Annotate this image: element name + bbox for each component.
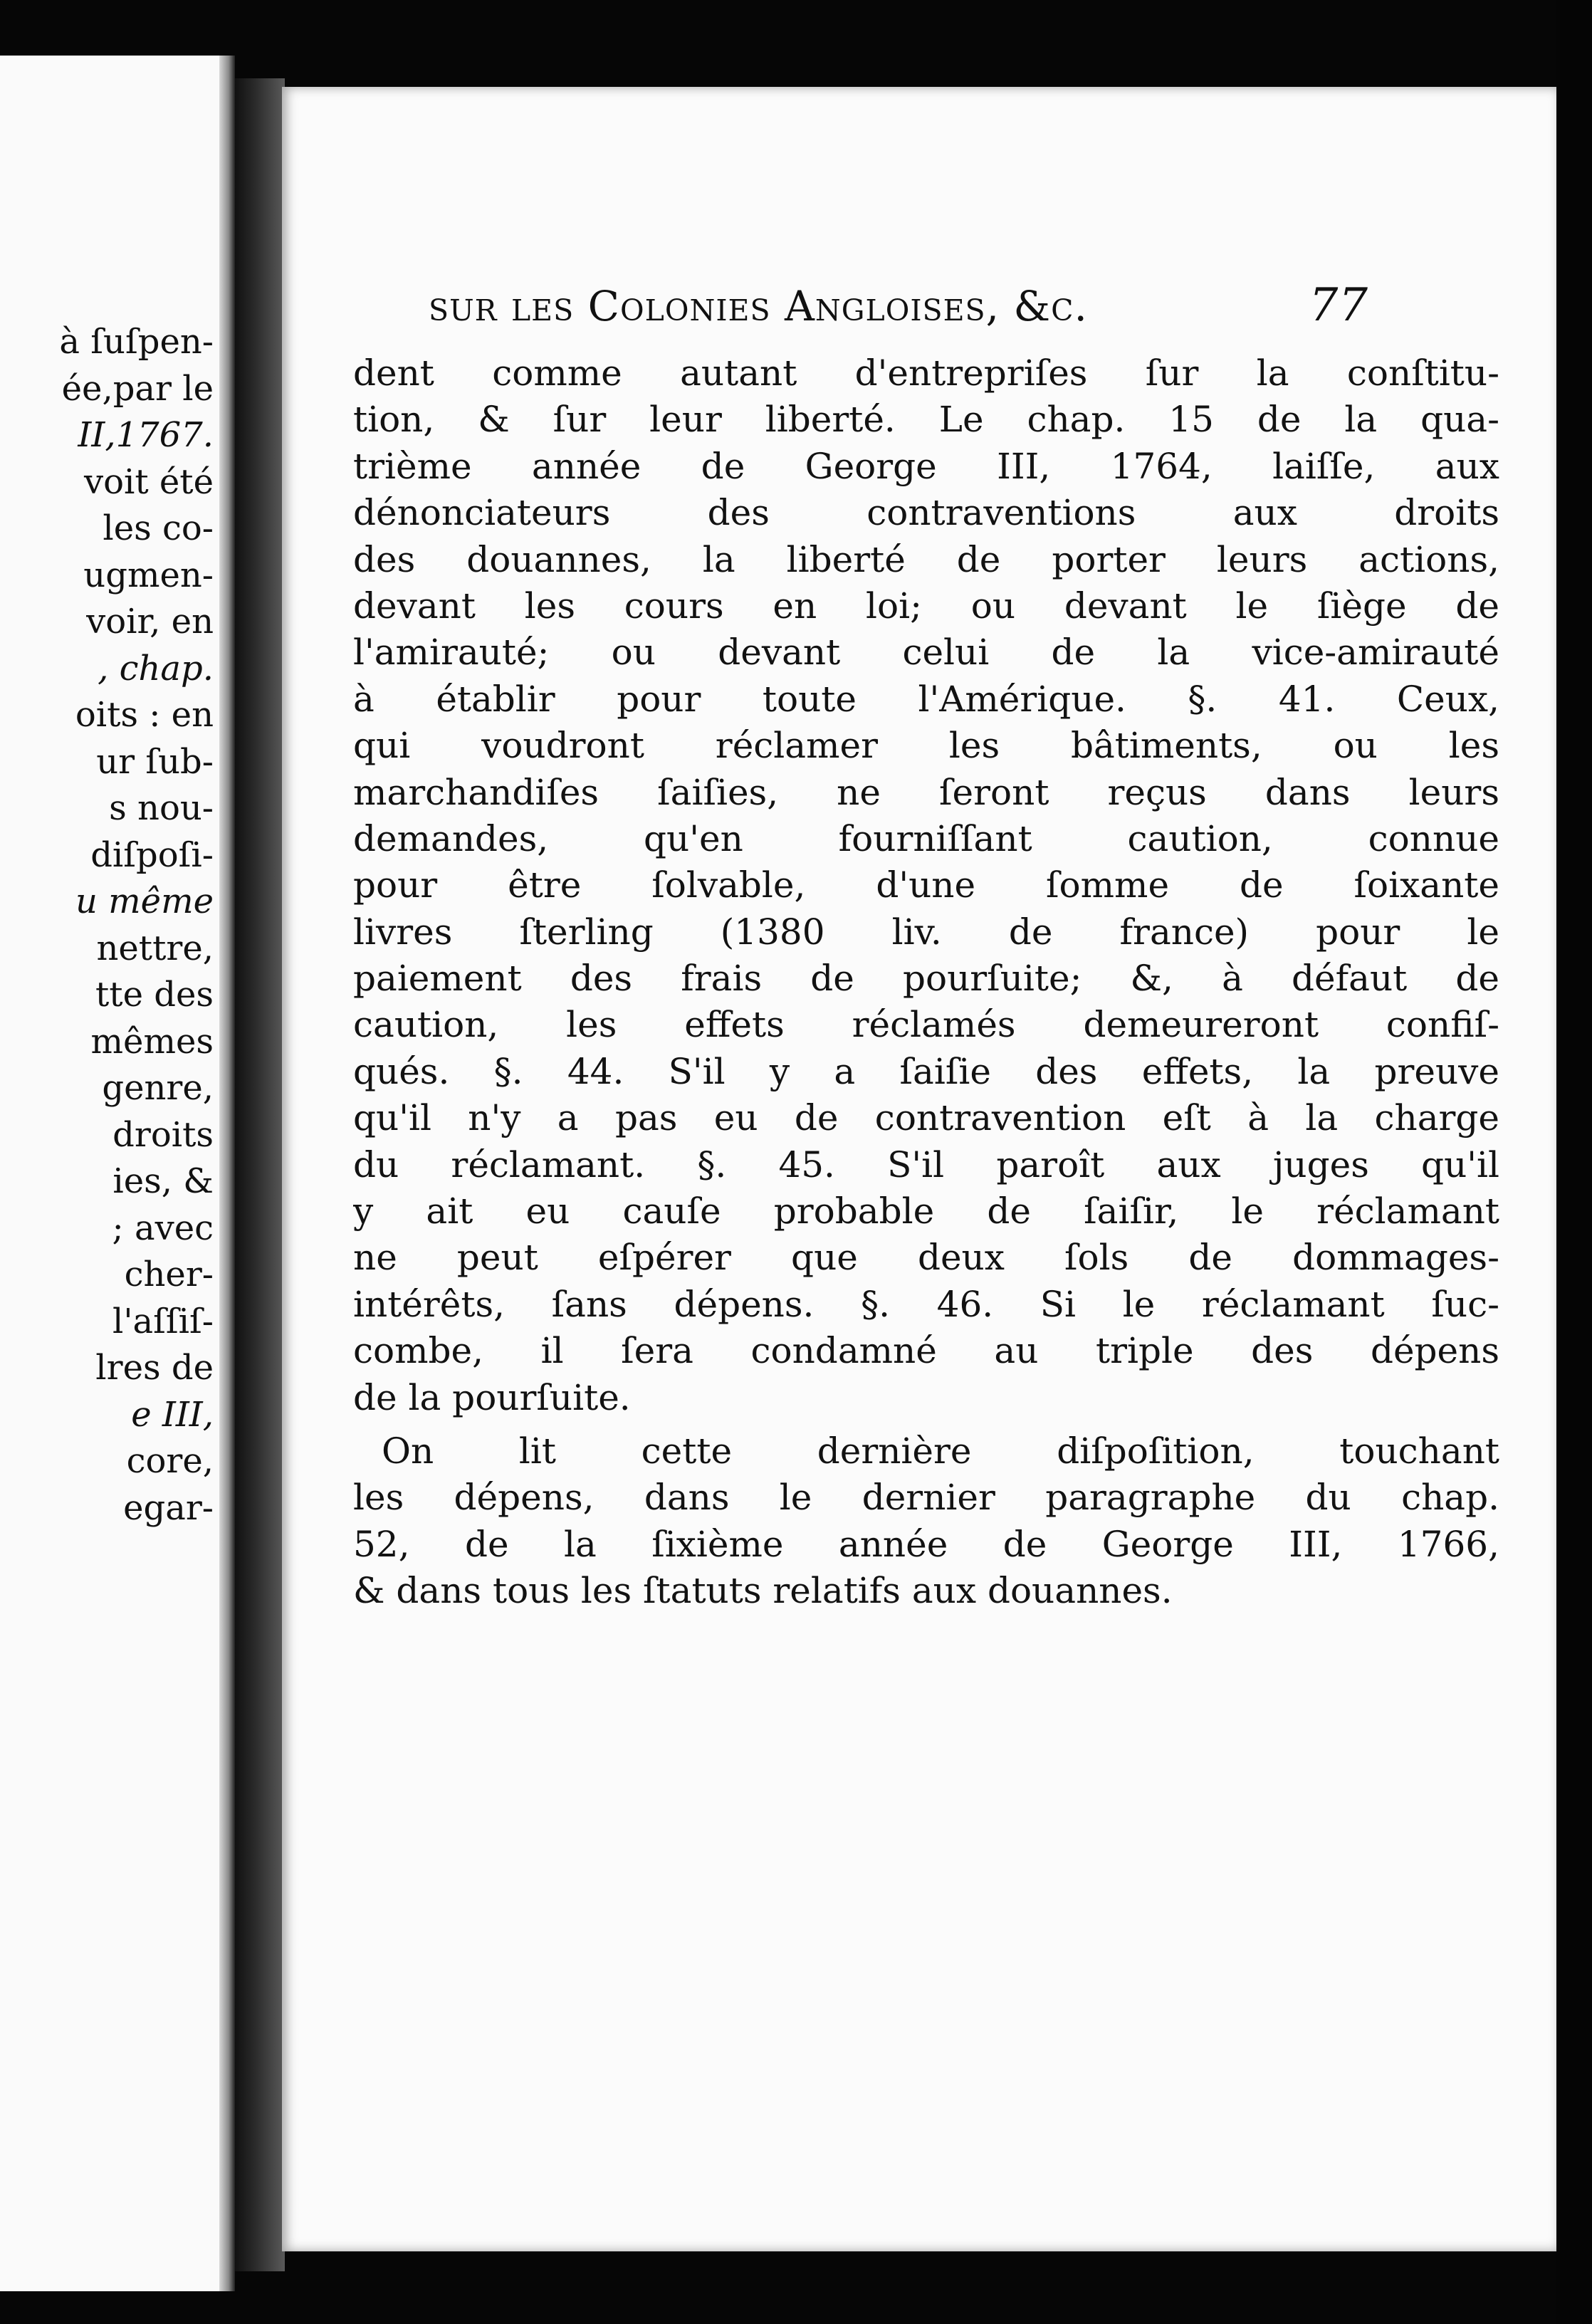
text-line: livres ſterling (1380 liv. de france) pour le [353,911,1499,953]
text-line: combe, il ſera condamné au triple des dépens [353,1330,1499,1372]
text-line: ugmen- [83,555,214,595]
text-line: trième année de George III, 1764, laiſſe, aux [353,445,1499,487]
book-gutter [235,78,285,2271]
text-line: voir, en [86,602,214,642]
text-line: qu'il n'y a pas eu de contravention eſt à la charge [353,1097,1499,1139]
text-line: à établir pour toute l'Amérique. §. 41. Ceux, [353,678,1499,720]
previous-page-fragment [0,56,235,2291]
text-line: nettre, [96,928,214,968]
text-line: l'aſſiſ- [112,1301,214,1341]
text-line: ée,par le [61,368,214,409]
text-line: cher- [124,1255,214,1294]
text-line: core, [126,1441,214,1481]
text-line: demandes, qu'en fourniſſant caution, connue [353,817,1499,859]
text-line: e III, [131,1394,214,1435]
text-line: qués. §. 44. S'il y a ſaiſie des effets, la preuve [353,1050,1499,1092]
text-line: II,1767. [78,415,214,455]
text-line: diſpoſi- [90,834,214,875]
text-line: qui voudront réclamer les bâtiments, ou les [353,725,1499,767]
text-line: caution, les effets réclamés demeureront confiſ- [353,1004,1499,1046]
text-line: droits [112,1114,214,1155]
text-line: du réclamant. §. 45. S'il paroît aux juges qu'il [353,1143,1499,1185]
text-line: les dépens, dans le dernier paragraphe du chap. [353,1477,1499,1519]
running-head-title: ſur les Colonies Angloiſes, &c. [429,282,1088,330]
text-line: voit été [83,461,214,502]
text-line: des douannes, la liberté de porter leurs actions, [353,538,1499,580]
page-77 [282,87,1556,2251]
text-line: lres de [95,1348,214,1388]
text-line: intérêts, ſans dépens. §. 46. Si le réclamant ſuc- [353,1283,1499,1325]
text-line: à ſuſpen- [59,322,214,362]
text-line: marchandiſes ſaiſies, ne ſeront reçus dans leurs [353,771,1499,813]
text-line: ; avec [112,1208,214,1248]
page-body-text [353,350,1499,1615]
text-line: l'amirauté; ou devant celui de la vice-amirauté [353,632,1499,674]
text-line: devant les cours en loi; ou devant le ſiège de [353,585,1499,627]
text-line: de la pourſuite. [353,1376,631,1418]
text-line: les co- [103,508,214,548]
running-head [429,279,1368,343]
text-line: u même [75,881,214,921]
scan-border [1556,0,1592,2324]
text-line: ne peut eſpérer que deux ſols de dommages- [353,1237,1499,1279]
text-line: genre, [102,1068,214,1108]
text-line: paiement des frais de pourſuite; &, à défaut de [353,958,1499,1000]
text-line: pour être ſolvable, d'une ſomme de ſoixante [353,864,1499,906]
text-line: mêmes [90,1021,214,1062]
text-line: tion, & ſur leur liberté. Le chap. 15 de la qua- [353,399,1499,441]
text-line: 52, de la ſixième année de George III, 1766, [353,1523,1499,1565]
text-line: On lit cette dernière diſpoſition, touchant [382,1430,1499,1472]
text-line: s nou- [109,788,214,828]
previous-page-text [0,319,214,1532]
page-number: 77 [1309,279,1368,332]
text-line: & dans tous les ſtatuts relatifs aux douannes. [353,1570,1173,1612]
text-line: oits : en [75,695,214,735]
text-line: dent comme autant d'entrepriſes ſur la conſtitu- [353,352,1499,394]
text-line: dénonciateurs des contraventions aux droits [353,492,1499,534]
text-line: tte des [95,975,214,1015]
text-line: egar- [123,1487,214,1528]
text-line: y ait eu cauſe probable de ſaiſir, le réclamant [353,1190,1499,1232]
text-line: ur ſub- [96,741,214,782]
page-fold-shadow [219,56,235,2291]
text-line: ies, & [112,1161,214,1201]
text-line: , chap. [98,648,214,689]
